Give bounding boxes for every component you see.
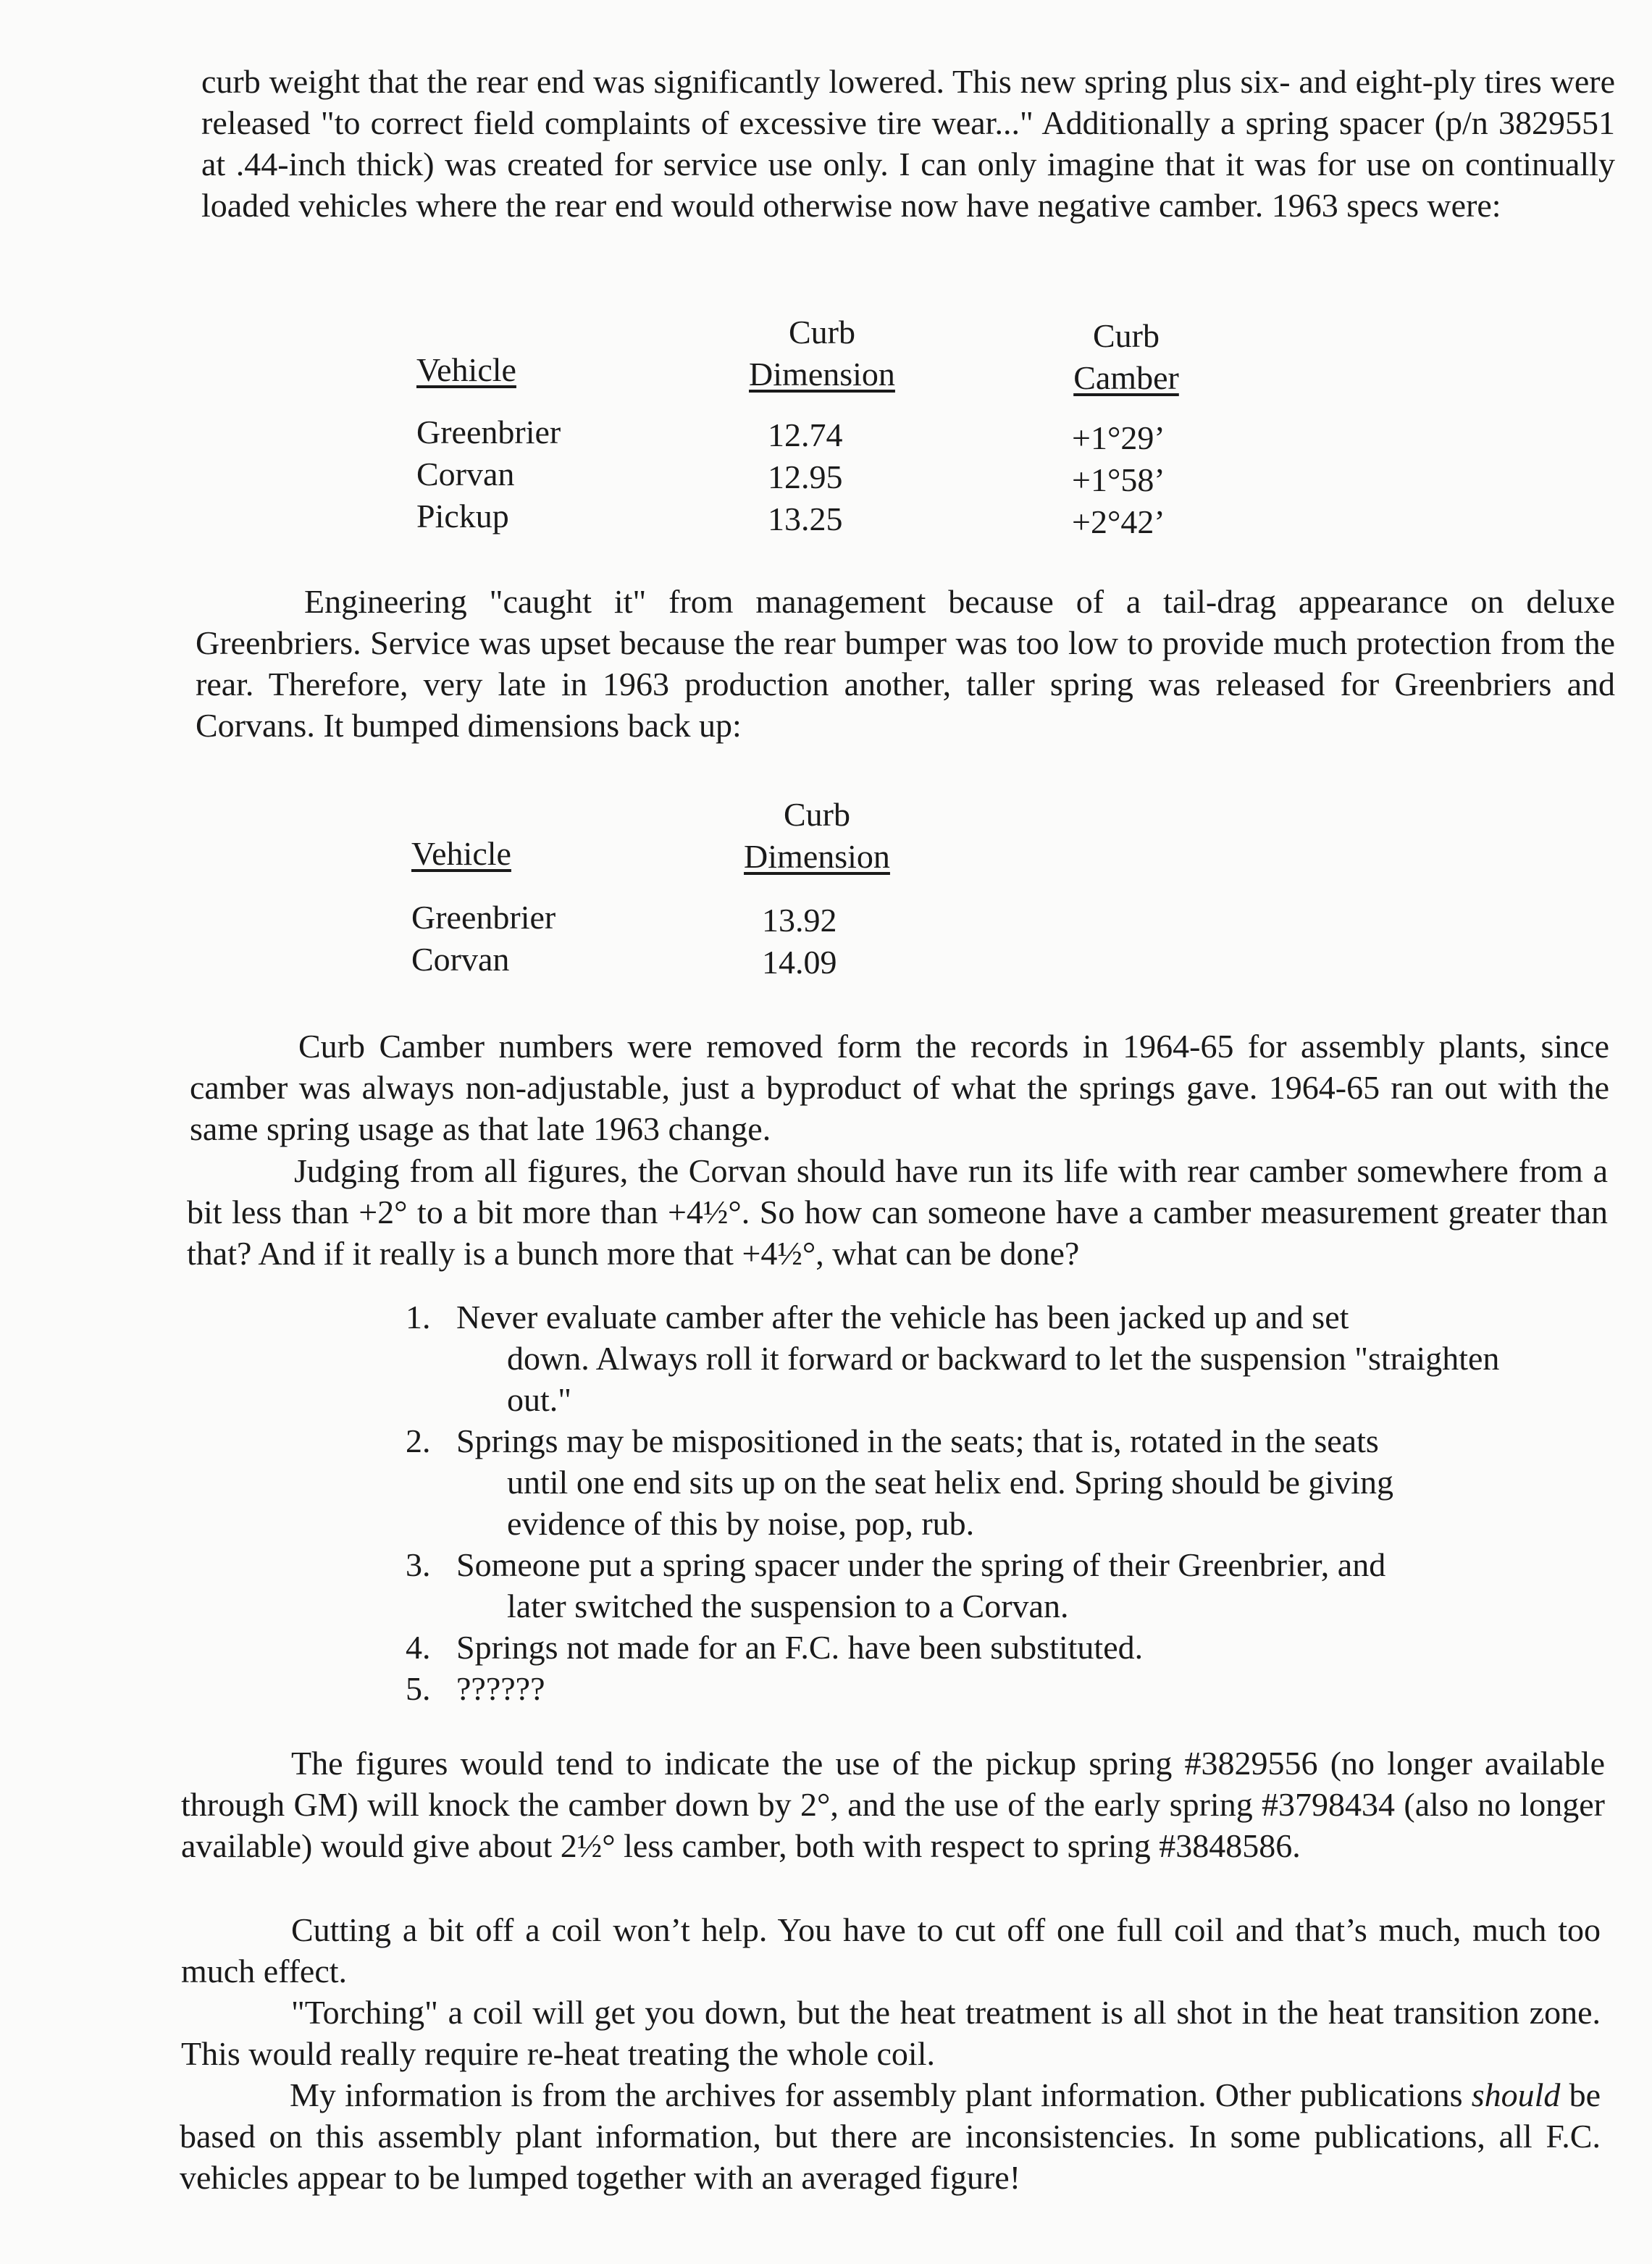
list-item-text: Someone put a spring spacer under the spring of their Greenbrier, and	[456, 1546, 1386, 1583]
list-item-number: 1.	[406, 1299, 431, 1336]
row-dimension: 12.74	[768, 416, 843, 453]
paragraph-8	[180, 2074, 1601, 2198]
paragraph-6: Cutting a bit off a coil won’t help. You have to cut off one full coil and that’s much, much too much effect.	[181, 1911, 1601, 1990]
row-vehicle: Corvan	[416, 456, 515, 492]
list-item-text: Springs not made for an F.C. have been substituted.	[456, 1629, 1144, 1666]
paragraph-8-text-b: be based on this assembly plant information, but there are inconsistencies. In some publications, all F.C. vehicles appear to be lumped together with an averaged figure!	[180, 2076, 1601, 2196]
list-item-number: 4.	[406, 1629, 431, 1666]
table1-header-vehicle: Vehicle	[416, 351, 516, 388]
paragraph-8-emphasis: should	[1471, 2076, 1561, 2113]
table1-header-dimension: Curb Dimension	[749, 314, 895, 393]
list-item	[406, 1668, 1506, 1709]
row-camber: +1°58’	[1072, 461, 1165, 498]
list-item	[406, 1420, 1506, 1544]
list-item-continuation: down. Always roll it forward or backward to let the suspension "straighten out."	[507, 1340, 1500, 1418]
row-camber: +1°29’	[1072, 419, 1165, 456]
paragraph-3: Curb Camber numbers were removed form the records in 1964-65 for assembly plants, since camber was always non-adjustable, just a byproduct of what the springs gave. 1964-65 ran out with the same spring usage as that late 1963 change.	[190, 1028, 1609, 1147]
row-dimension: 14.09	[762, 944, 837, 981]
row-vehicle: Corvan	[411, 941, 510, 978]
row-dimension: 13.92	[762, 902, 837, 939]
list-item-continuation: later switched the suspension to a Corvan.	[507, 1588, 1069, 1624]
row-dimension: 13.25	[768, 500, 843, 537]
list-item-number: 5.	[406, 1670, 431, 1707]
list-item-number: 2.	[406, 1422, 431, 1459]
row-vehicle: Greenbrier	[416, 414, 561, 450]
row-camber: +2°42’	[1072, 503, 1165, 540]
list-item-text: ??????	[456, 1670, 545, 1707]
paragraph-7: "Torching" a coil will get you down, but the heat treatment is all shot in the heat transition zone. This would really require re-heat treating the whole coil.	[181, 1994, 1601, 2072]
paragraph-8-text-a: My information is from the archives for assembly plant information. Other publications	[290, 2076, 1463, 2113]
row-vehicle: Greenbrier	[411, 899, 556, 936]
list-item	[406, 1296, 1506, 1420]
table2-header-vehicle: Vehicle	[411, 835, 511, 872]
paragraph-2: Engineering "caught it" from management because of a tail-drag appearance on deluxe Greenbriers. Service was upset because the rear bumper was too low to provide much protection from the rear. Therefore, very late in 1963 production another, taller spring was released for Greenbriers and Corvans. It bumped dimensions back up:	[196, 583, 1615, 744]
row-vehicle: Pickup	[416, 498, 509, 534]
list-item-text: Never evaluate camber after the vehicle has been jacked up and set	[456, 1299, 1349, 1336]
troubleshooting-list	[406, 1296, 1506, 1709]
table2-header-dimension: Curb Dimension	[744, 796, 890, 875]
list-item-text: Springs may be mispositioned in the seats; that is, rotated in the seats	[456, 1422, 1379, 1459]
table1-header-camber: Curb Camber	[1073, 317, 1179, 396]
paragraph-5: The figures would tend to indicate the use of the pickup spring #3829556 (no longer available through GM) will knock the camber down by 2°, and the use of the early spring #3798434 (also no longer available) would give about 2½° less camber, both with respect to spring #3848586.	[181, 1745, 1605, 1864]
list-item	[406, 1544, 1506, 1627]
paragraph-1: curb weight that the rear end was significantly lowered. This new spring plus six- and eight-ply tires were released "to correct field complaints of excessive tire wear..." Additionally a spring spacer (p/n 3829551 at .44-inch thick) was created for service use only. I can only imagine that it was for use on continually loaded vehicles where the rear end would otherwise now have negative camber. 1963 specs were:	[201, 63, 1615, 224]
row-dimension: 12.95	[768, 458, 843, 495]
list-item	[406, 1627, 1506, 1668]
list-item-number: 3.	[406, 1546, 431, 1583]
paragraph-4: Judging from all figures, the Corvan should have run its life with rear camber somewhere from a bit less than +2° to a bit more than +4½°. So how can someone have a camber measurement greater than that? And if it really is a bunch more that +4½°, what can be done?	[187, 1152, 1608, 1272]
list-item-continuation: until one end sits up on the seat helix end. Spring should be giving evidence of this by noise, pop, rub.	[507, 1464, 1393, 1542]
